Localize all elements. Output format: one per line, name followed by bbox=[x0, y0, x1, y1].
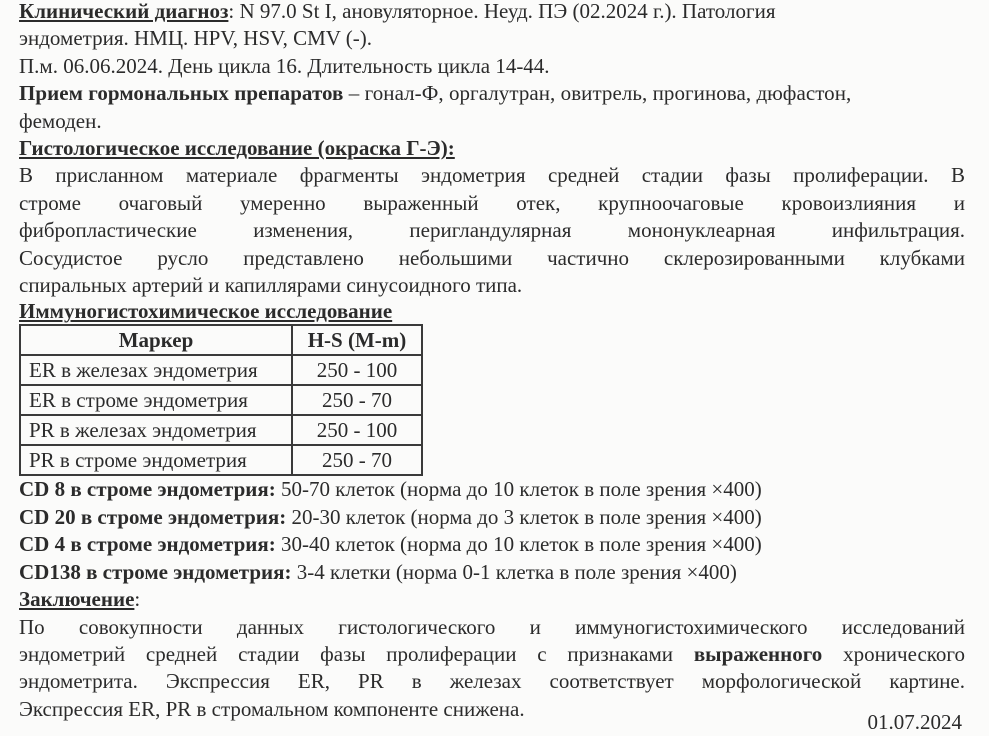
conclusion-emphasis: выраженного bbox=[693, 641, 823, 666]
histology-line-2: строме очаговый умеренно выраженный отек, крупноочаговые кровоизлияния и bbox=[19, 190, 965, 215]
ihc-marker-cell: ER в железах эндометрия bbox=[20, 355, 292, 385]
cd-marker-line bbox=[19, 504, 965, 531]
conclusion-line-2 bbox=[19, 641, 965, 668]
ihc-col-hs: H-S (M-m) bbox=[292, 325, 422, 355]
conclusion-line-2-pre: эндометрий средней стадии фазы пролиферации с признаками bbox=[19, 641, 694, 666]
cd-marker-label: CD 20 в строме эндометрия: bbox=[19, 504, 287, 529]
cd-marker-label: CD 8 в строме эндометрия: bbox=[19, 477, 276, 502]
cd-marker-value: 50-70 клеток (норма до 10 клеток в поле зрения ×400) bbox=[275, 477, 762, 502]
ihc-table-row bbox=[20, 385, 422, 415]
cycle-info: П.м. 06.06.2024. День цикла 16. Длительность цикла 14-44. bbox=[19, 53, 550, 78]
clinical-diagnosis-text: : N 97.0 St I, ановуляторное. Неуд. ПЭ (02.2024 г.). Патология bbox=[228, 0, 776, 23]
clinical-diagnosis-label: Клинический диагноз bbox=[19, 0, 229, 23]
ihc-value-cell: 250 - 70 bbox=[292, 385, 422, 415]
report-date: 01.07.2024 bbox=[867, 710, 962, 734]
hormones-list: гонал-Ф, оргалутран, овитрель, прогинова, дюфастон, bbox=[364, 81, 852, 106]
cd-marker-line bbox=[19, 531, 965, 558]
ihc-table-row bbox=[20, 355, 422, 385]
ihc-marker-cell: ER в строме эндометрия bbox=[20, 385, 292, 415]
clinical-diagnosis-line bbox=[19, 0, 965, 25]
conclusion-heading-line bbox=[19, 586, 965, 613]
histology-line-1: В присланном материале фрагменты эндометрия средней стадии фазы пролиферации. В bbox=[19, 163, 965, 188]
conclusion-colon: : bbox=[134, 587, 141, 612]
ihc-col-marker: Маркер bbox=[20, 325, 292, 355]
ihc-table-row bbox=[20, 415, 422, 445]
hormones-continuation: фемоден. bbox=[19, 108, 102, 133]
conclusion-line-3: эндометрита. Экспрессия ER, PR в железах соответствует морфологической картине. bbox=[19, 669, 965, 694]
ihc-marker-cell: PR в железах эндометрия bbox=[20, 415, 292, 445]
ihc-marker-cell: PR в строме эндометрия bbox=[20, 445, 292, 475]
conclusion-heading: Заключение bbox=[19, 587, 135, 612]
cd-marker-line bbox=[19, 476, 965, 503]
cd-marker-value: 30-40 клеток (норма до 10 клеток в поле зрения ×400) bbox=[275, 532, 762, 557]
ihc-value-cell: 250 - 70 bbox=[292, 445, 422, 475]
cd-marker-line bbox=[19, 559, 965, 586]
conclusion-line-4: Экспрессия ER, PR в стромальном компоненте снижена. bbox=[19, 696, 525, 721]
histology-line-4: Сосудистое русло представлено небольшими частично склерозированными клубками bbox=[19, 245, 965, 270]
report-page bbox=[19, 0, 965, 723]
cd-marker-label: CD 4 в строме эндометрия: bbox=[19, 532, 276, 557]
ihc-value-cell: 250 - 100 bbox=[292, 355, 422, 385]
ihc-heading: Иммуногистохимическое исследование bbox=[19, 299, 393, 324]
cd-marker-value: 20-30 клеток (норма до 3 клеток в поле зрения ×400) bbox=[286, 504, 762, 529]
clinical-diagnosis-continuation: эндометрия. НМЦ. HPV, HSV, CMV (-). bbox=[19, 26, 373, 51]
hormones-line bbox=[19, 80, 965, 107]
cd-marker-label: CD138 в строме эндометрия: bbox=[19, 559, 292, 584]
ihc-table-row bbox=[20, 445, 422, 475]
conclusion-line-1: По совокупности данных гистологического и иммуногистохимического исследований bbox=[19, 614, 965, 639]
cd-marker-value: 3-4 клетки (норма 0-1 клетка в поле зрения ×400) bbox=[291, 559, 737, 584]
hormones-dash: – bbox=[343, 81, 365, 106]
histology-line-5: спиральных артерий и капиллярами синусоидного типа. bbox=[19, 273, 523, 298]
histology-heading: Гистологическое исследование (окраска Г-Э): bbox=[19, 136, 455, 161]
hormones-label: Прием гормональных препаратов bbox=[19, 81, 344, 106]
histology-line-3: фибропластические изменения, перигландулярная мононуклеарная инфильтрация. bbox=[19, 218, 965, 243]
ihc-table-header-row bbox=[20, 325, 422, 355]
ihc-value-cell: 250 - 100 bbox=[292, 415, 422, 445]
ihc-table bbox=[19, 324, 423, 476]
conclusion-line-2-post: хронического bbox=[822, 641, 965, 666]
